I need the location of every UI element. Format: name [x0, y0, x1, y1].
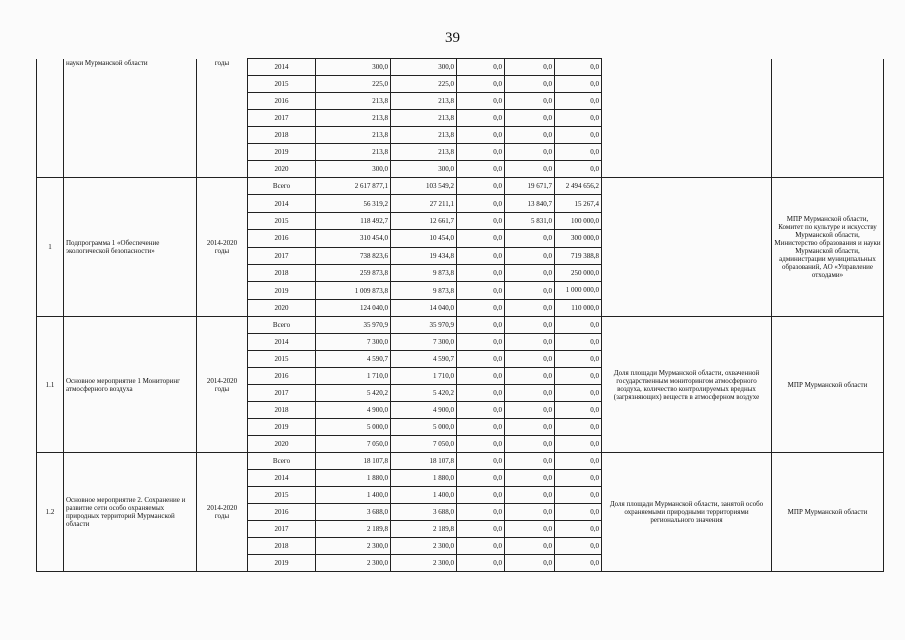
amount-cell: 2 189,8 [316, 521, 391, 538]
amount-cell: 0,0 [555, 538, 602, 555]
amount-cell: 13 840,7 [505, 195, 555, 212]
year-cell: 2020 [248, 436, 316, 453]
item-name: Подпрограмма 1 «Обеспечение экологической безопасности» [64, 178, 197, 317]
amount-cell: 0,0 [505, 538, 555, 555]
amount-cell: 0,0 [505, 299, 555, 316]
year-cell: 2016 [248, 93, 316, 110]
amount-cell: 0,0 [457, 504, 505, 521]
item-period: 2014-2020 годы [197, 453, 248, 572]
amount-cell: 0,0 [555, 161, 602, 178]
amount-cell: 0,0 [505, 368, 555, 385]
amount-cell: 213,8 [316, 127, 391, 144]
amount-cell: 0,0 [505, 317, 555, 334]
amount-cell: 0,0 [457, 555, 505, 572]
amount-cell: 0,0 [457, 436, 505, 453]
amount-cell: 0,0 [505, 264, 555, 281]
year-cell: 2017 [248, 521, 316, 538]
amount-cell: 0,0 [555, 144, 602, 161]
item-period: 2014-2020 годы [197, 178, 248, 317]
amount-cell: 0,0 [457, 385, 505, 402]
year-cell: 2018 [248, 538, 316, 555]
year-cell: 2018 [248, 127, 316, 144]
amount-cell: 2 300,0 [316, 555, 391, 572]
amount-cell: 0,0 [505, 385, 555, 402]
amount-cell: 3 688,0 [391, 504, 457, 521]
amount-cell: 0,0 [457, 453, 505, 470]
amount-cell: 0,0 [505, 555, 555, 572]
indicator-cell [602, 178, 772, 317]
amount-cell: 213,8 [391, 127, 457, 144]
amount-cell: 0,0 [555, 470, 602, 487]
amount-cell: 1 710,0 [316, 368, 391, 385]
amount-cell: 0,0 [457, 351, 505, 368]
year-cell: 2015 [248, 351, 316, 368]
year-cell: Всего [248, 317, 316, 334]
amount-cell: 35 970,9 [391, 317, 457, 334]
amount-cell: 4 590,7 [316, 351, 391, 368]
amount-cell: 27 211,1 [391, 195, 457, 212]
amount-cell: 0,0 [555, 504, 602, 521]
item-number: 1 [37, 178, 64, 317]
amount-cell: 1 400,0 [391, 487, 457, 504]
amount-cell: 0,0 [555, 110, 602, 127]
amount-cell: 0,0 [505, 504, 555, 521]
amount-cell: 213,8 [391, 110, 457, 127]
amount-cell: 1 710,0 [391, 368, 457, 385]
amount-cell: 0,0 [457, 282, 505, 299]
amount-cell: 7 050,0 [391, 436, 457, 453]
amount-cell: 118 492,7 [316, 212, 391, 229]
year-cell: 2018 [248, 402, 316, 419]
year-cell: 2019 [248, 144, 316, 161]
amount-cell: 9 873,8 [391, 264, 457, 281]
item-number: 1.1 [37, 317, 64, 453]
amount-cell: 2 189,8 [391, 521, 457, 538]
year-cell: 2017 [248, 385, 316, 402]
amount-cell: 0,0 [505, 436, 555, 453]
amount-cell: 0,0 [505, 127, 555, 144]
item-name: Основное мероприятие 2. Сохранение и развитие сети особо охраняемых природных территорий Мурманской области [64, 453, 197, 572]
amount-cell: 1 000 000,0 [555, 282, 602, 299]
amount-cell: 0,0 [457, 334, 505, 351]
amount-cell: 0,0 [457, 178, 505, 195]
amount-cell: 56 319,2 [316, 195, 391, 212]
year-cell: 2017 [248, 110, 316, 127]
amount-cell: 213,8 [316, 110, 391, 127]
amount-cell: 0,0 [457, 317, 505, 334]
amount-cell: 0,0 [505, 247, 555, 264]
amount-cell: 0,0 [457, 76, 505, 93]
amount-cell: 0,0 [505, 351, 555, 368]
amount-cell: 3 688,0 [316, 504, 391, 521]
amount-cell: 4 900,0 [316, 402, 391, 419]
year-cell: 2019 [248, 555, 316, 572]
amount-cell: 0,0 [555, 334, 602, 351]
executor-cell [772, 59, 884, 178]
amount-cell: 0,0 [505, 282, 555, 299]
indicator-cell [602, 59, 772, 178]
amount-cell: 1 400,0 [316, 487, 391, 504]
year-cell: 2015 [248, 487, 316, 504]
amount-cell: 0,0 [555, 76, 602, 93]
amount-cell: 213,8 [316, 93, 391, 110]
year-cell: 2016 [248, 368, 316, 385]
amount-cell: 0,0 [555, 351, 602, 368]
amount-cell: 0,0 [457, 93, 505, 110]
amount-cell: 0,0 [505, 453, 555, 470]
amount-cell: 2 494 656,2 [555, 178, 602, 195]
amount-cell: 0,0 [555, 402, 602, 419]
amount-cell: 0,0 [457, 110, 505, 127]
amount-cell: 2 300,0 [391, 555, 457, 572]
amount-cell: 0,0 [555, 317, 602, 334]
amount-cell: 7 300,0 [391, 334, 457, 351]
amount-cell: 310 454,0 [316, 230, 391, 247]
item-name: науки Мурманской области [64, 59, 197, 178]
amount-cell: 1 880,0 [391, 470, 457, 487]
amount-cell: 0,0 [555, 385, 602, 402]
amount-cell: 0,0 [555, 487, 602, 504]
year-cell: 2014 [248, 59, 316, 76]
amount-cell: 2 300,0 [391, 538, 457, 555]
amount-cell: 300,0 [316, 59, 391, 76]
table-row [37, 178, 884, 195]
amount-cell: 10 454,0 [391, 230, 457, 247]
amount-cell: 0,0 [505, 161, 555, 178]
amount-cell: 19 671,7 [505, 178, 555, 195]
amount-cell: 5 831,0 [505, 212, 555, 229]
amount-cell: 300,0 [391, 59, 457, 76]
executor-cell: МПР Мурманской области [772, 317, 884, 453]
amount-cell: 300 000,0 [555, 230, 602, 247]
amount-cell: 225,0 [316, 76, 391, 93]
amount-cell: 0,0 [555, 436, 602, 453]
amount-cell: 19 434,8 [391, 247, 457, 264]
amount-cell: 4 900,0 [391, 402, 457, 419]
amount-cell: 0,0 [555, 521, 602, 538]
year-cell: 2020 [248, 299, 316, 316]
amount-cell: 0,0 [457, 521, 505, 538]
page-number: 39 [445, 30, 460, 46]
amount-cell: 0,0 [457, 161, 505, 178]
amount-cell: 0,0 [457, 419, 505, 436]
amount-cell: 5 000,0 [391, 419, 457, 436]
amount-cell: 9 873,8 [391, 282, 457, 299]
year-cell: 2019 [248, 282, 316, 299]
amount-cell: 0,0 [555, 59, 602, 76]
program-funding-table [36, 58, 884, 572]
amount-cell: 0,0 [457, 299, 505, 316]
amount-cell: 300,0 [316, 161, 391, 178]
amount-cell: 213,8 [391, 144, 457, 161]
amount-cell: 0,0 [457, 230, 505, 247]
amount-cell: 738 823,6 [316, 247, 391, 264]
year-cell: 2016 [248, 504, 316, 521]
indicator-cell: Доля площади Мурманской области, занятой особо охраняемыми природными территориями регионального значения [602, 453, 772, 572]
amount-cell: 0,0 [457, 59, 505, 76]
amount-cell: 0,0 [457, 487, 505, 504]
year-cell: 2014 [248, 195, 316, 212]
amount-cell: 213,8 [391, 93, 457, 110]
amount-cell: 0,0 [505, 419, 555, 436]
amount-cell: 4 590,7 [391, 351, 457, 368]
indicator-cell: Доля площади Мурманской области, охваченной государственным мониторингом атмосферного воздуха, количество контролируемых вредных (загрязняющих) веществ в атмосферном воздухе [602, 317, 772, 453]
executor-cell: МПР Мурманской области, Комитет по культуре и искусству Мурманской области, Министерство образования и науки Мурманской области, администрации муниципальных образований, АО «Управление отходами» [772, 178, 884, 317]
amount-cell: 7 050,0 [316, 436, 391, 453]
year-cell: Всего [248, 453, 316, 470]
amount-cell: 2 617 877,1 [316, 178, 391, 195]
amount-cell: 0,0 [457, 402, 505, 419]
amount-cell: 18 107,8 [391, 453, 457, 470]
amount-cell: 259 873,8 [316, 264, 391, 281]
table-row [37, 317, 884, 334]
amount-cell: 0,0 [457, 470, 505, 487]
amount-cell: 1 880,0 [316, 470, 391, 487]
amount-cell: 0,0 [457, 127, 505, 144]
amount-cell: 225,0 [391, 76, 457, 93]
amount-cell: 12 661,7 [391, 212, 457, 229]
year-cell: 2018 [248, 264, 316, 281]
amount-cell: 0,0 [457, 264, 505, 281]
amount-cell: 0,0 [505, 521, 555, 538]
item-period: 2014-2020 годы [197, 317, 248, 453]
amount-cell: 1 009 873,8 [316, 282, 391, 299]
amount-cell: 300,0 [391, 161, 457, 178]
amount-cell: 0,0 [505, 59, 555, 76]
amount-cell: 0,0 [505, 144, 555, 161]
amount-cell: 5 420,2 [316, 385, 391, 402]
year-cell: 2020 [248, 161, 316, 178]
year-cell: 2016 [248, 230, 316, 247]
table-row [37, 453, 884, 470]
table-row [37, 59, 884, 76]
amount-cell: 0,0 [505, 76, 555, 93]
amount-cell: 0,0 [505, 230, 555, 247]
amount-cell: 250 000,0 [555, 264, 602, 281]
amount-cell: 0,0 [505, 110, 555, 127]
amount-cell: 0,0 [555, 419, 602, 436]
amount-cell: 0,0 [555, 453, 602, 470]
amount-cell: 110 000,0 [555, 299, 602, 316]
amount-cell: 213,8 [316, 144, 391, 161]
year-cell: 2017 [248, 247, 316, 264]
amount-cell: 0,0 [555, 93, 602, 110]
amount-cell: 0,0 [505, 487, 555, 504]
year-cell: 2015 [248, 76, 316, 93]
amount-cell: 0,0 [555, 555, 602, 572]
amount-cell: 0,0 [505, 334, 555, 351]
year-cell: Всего [248, 178, 316, 195]
amount-cell: 0,0 [457, 195, 505, 212]
amount-cell: 35 970,9 [316, 317, 391, 334]
amount-cell: 0,0 [457, 247, 505, 264]
amount-cell: 124 040,0 [316, 299, 391, 316]
amount-cell: 18 107,8 [316, 453, 391, 470]
amount-cell: 0,0 [505, 470, 555, 487]
amount-cell: 2 300,0 [316, 538, 391, 555]
amount-cell: 0,0 [555, 368, 602, 385]
amount-cell: 100 000,0 [555, 212, 602, 229]
amount-cell: 5 420,2 [391, 385, 457, 402]
amount-cell: 7 300,0 [316, 334, 391, 351]
amount-cell: 14 040,0 [391, 299, 457, 316]
amount-cell: 0,0 [505, 402, 555, 419]
item-number: 1.2 [37, 453, 64, 572]
amount-cell: 15 267,4 [555, 195, 602, 212]
year-cell: 2015 [248, 212, 316, 229]
year-cell: 2014 [248, 334, 316, 351]
amount-cell: 0,0 [457, 212, 505, 229]
amount-cell: 103 549,2 [391, 178, 457, 195]
item-period: годы [197, 59, 248, 178]
executor-cell: МПР Мурманской области [772, 453, 884, 572]
item-number [37, 59, 64, 178]
amount-cell: 5 000,0 [316, 419, 391, 436]
year-cell: 2019 [248, 419, 316, 436]
amount-cell: 0,0 [457, 538, 505, 555]
amount-cell: 719 388,8 [555, 247, 602, 264]
amount-cell: 0,0 [555, 127, 602, 144]
year-cell: 2014 [248, 470, 316, 487]
amount-cell: 0,0 [457, 368, 505, 385]
item-name: Основное мероприятие 1 Мониторинг атмосферного воздуха [64, 317, 197, 453]
amount-cell: 0,0 [505, 93, 555, 110]
amount-cell: 0,0 [457, 144, 505, 161]
